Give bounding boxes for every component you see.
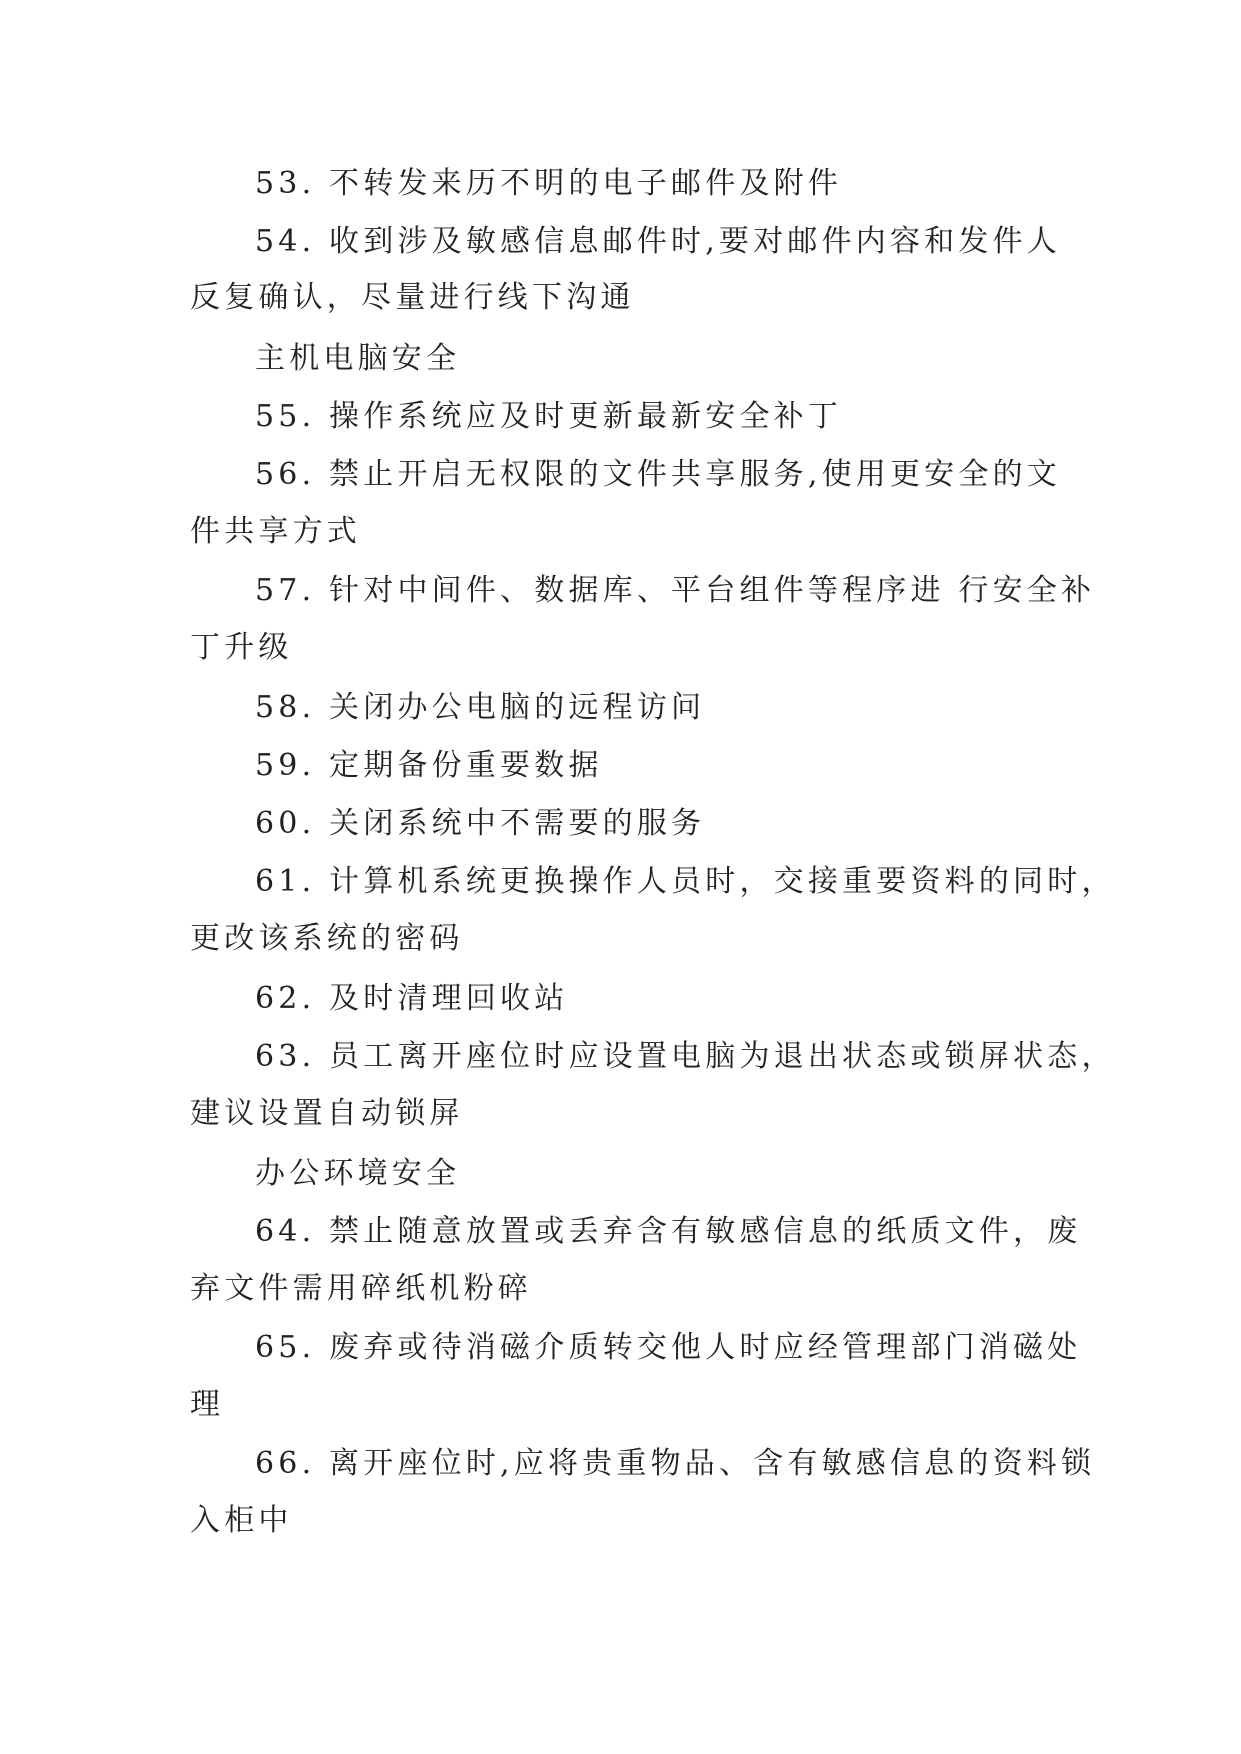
item-57-line-2: 丁升级 [190,630,293,665]
item-66-line-2: 入柜中 [190,1503,293,1538]
item-65-line-1: 65. 废弃或待消磁介质转交他人时应经管理部门消磁处 [255,1330,1082,1365]
item-56-line-2: 件共享方式 [190,514,361,549]
section-heading-office-environment: 办公环境安全 [255,1156,461,1191]
item-64-line-2: 弃文件需用碎纸机粉碎 [190,1271,532,1306]
item-62: 62. 及时清理回收站 [255,981,569,1016]
item-59: 59. 定期备份重要数据 [255,748,603,783]
item-61-line-1: 61. 计算机系统更换操作人员时，交接重要资料的同时， [255,864,1116,899]
section-heading-host-computer: 主机电脑安全 [255,341,461,376]
item-54-line-2: 反复确认，尽量进行线下沟通 [190,280,635,315]
item-63-line-2: 建议设置自动锁屏 [190,1096,464,1131]
item-65-line-2: 理 [190,1387,225,1422]
item-57-line-1: 57. 针对中间件、数据库、平台组件等程序进 行安全补 [255,573,1096,608]
item-61-line-2: 更改该系统的密码 [190,921,464,956]
item-53: 53. 不转发来历不明的电子邮件及附件 [255,166,843,201]
item-63-line-1: 63. 员工离开座位时应设置电脑为退出状态或锁屏状态， [255,1039,1116,1074]
item-54-line-1: 54. 收到涉及敏感信息邮件时,要对邮件内容和发件人 [255,224,1061,259]
item-58: 58. 关闭办公电脑的远程访问 [255,690,706,725]
item-56-line-1: 56. 禁止开启无权限的文件共享服务,使用更安全的文 [255,457,1061,492]
item-55: 55. 操作系统应及时更新最新安全补丁 [255,399,843,434]
item-60: 60. 关闭系统中不需要的服务 [255,806,706,841]
item-64-line-1: 64. 禁止随意放置或丢弃含有敏感信息的纸质文件，废 [255,1214,1082,1249]
item-66-line-1: 66. 离开座位时,应将贵重物品、含有敏感信息的资料锁 [255,1446,1096,1481]
